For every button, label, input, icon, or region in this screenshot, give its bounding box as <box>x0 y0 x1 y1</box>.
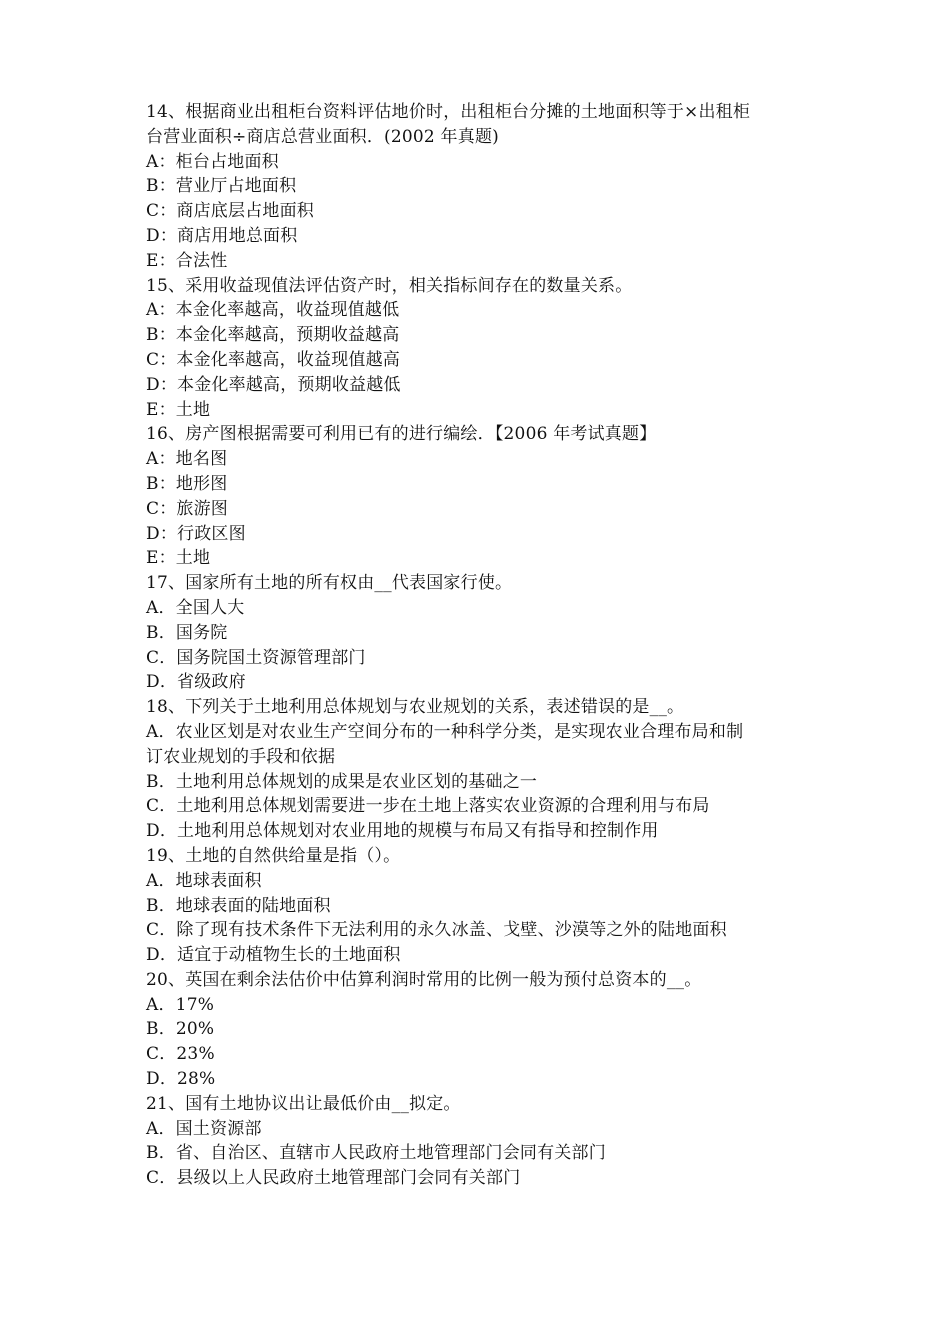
question-19-option-a: A．地球表面积 <box>146 870 262 891</box>
question-16-text: 16、房产图根据需要可利用已有的进行编绘．【2006 年考试真题】 <box>146 424 657 445</box>
question-17-option-d: D．省级政府 <box>146 672 246 693</box>
question-20-option-d: D．28% <box>146 1069 216 1090</box>
question-18-text: 18、下列关于土地利用总体规划与农业规划的关系，表述错误的是__。 <box>146 697 685 718</box>
question-21-option-b: B．省、自治区、直辖市人民政府土地管理部门会同有关部门 <box>146 1143 606 1164</box>
question-17-option-a: A．全国人大 <box>146 597 245 618</box>
question-20-option-b: B．20% <box>146 1019 215 1040</box>
question-16-option-d: D：行政区图 <box>146 523 246 544</box>
question-19-option-d: D．适宜于动植物生长的土地面积 <box>146 945 401 966</box>
question-16-option-e: E：土地 <box>146 548 211 569</box>
question-18-option-a-line-2: 订农业规划的手段和依据 <box>146 746 336 767</box>
question-14-text-line-2: 台营业面积÷商店总营业面积．(2002 年真题) <box>146 126 499 147</box>
question-15-option-d: D：本金化率越高，预期收益越低 <box>146 374 401 395</box>
question-18-option-d: D．土地利用总体规划对农业用地的规模与布局又有指导和控制作用 <box>146 821 659 842</box>
question-20-text: 20、英国在剩余法估价中估算利润时常用的比例一般为预付总资本的__。 <box>146 969 702 990</box>
question-15-option-c: C：本金化率越高，收益现值越高 <box>146 349 401 370</box>
question-19-text: 19、土地的自然供给量是指（）。 <box>146 845 401 866</box>
question-21-text: 21、国有土地协议出让最低价由__拟定。 <box>146 1093 461 1114</box>
question-19-option-b: B．地球表面的陆地面积 <box>146 895 331 916</box>
question-15-option-e: E：土地 <box>146 399 211 420</box>
question-14-option-e: E：合法性 <box>146 250 228 271</box>
question-18-option-c: C．土地利用总体规划需要进一步在土地上落实农业资源的合理利用与布局 <box>146 796 710 817</box>
question-18-option-b: B．土地利用总体规划的成果是农业区划的基础之一 <box>146 771 538 792</box>
question-14-option-c: C：商店底层占地面积 <box>146 201 315 222</box>
question-18-option-a-line-1: A．农业区划是对农业生产空间分布的一种科学分类，是实现农业合理布局和制 <box>146 721 744 742</box>
question-14-option-a: A：柜台占地面积 <box>146 151 279 172</box>
question-16-option-c: C：旅游图 <box>146 498 229 519</box>
question-21-option-a: A．国土资源部 <box>146 1118 262 1139</box>
question-17-option-b: B．国务院 <box>146 622 228 643</box>
question-19-option-c: C．除了现有技术条件下无法利用的永久冰盖、戈壁、沙漠等之外的陆地面积 <box>146 920 727 941</box>
question-17-option-c: C．国务院国土资源管理部门 <box>146 647 366 668</box>
question-15-option-b: B：本金化率越高，预期收益越高 <box>146 325 400 346</box>
document-page <box>146 100 826 1191</box>
question-17-text: 17、国家所有土地的所有权由__代表国家行使。 <box>146 573 513 594</box>
question-15-text: 15、采用收益现值法评估资产时，相关指标间存在的数量关系。 <box>146 275 633 296</box>
question-16-option-a: A：地名图 <box>146 449 228 470</box>
question-16-option-b: B：地形图 <box>146 473 228 494</box>
question-21-option-c: C．县级以上人民政府土地管理部门会同有关部门 <box>146 1168 521 1189</box>
question-14-text-line-1: 14、根据商业出租柜台资料评估地价时，出租柜台分摊的土地面积等于×出租柜 <box>146 102 751 122</box>
question-14-option-b: B：营业厅占地面积 <box>146 176 297 197</box>
question-20-option-a: A．17% <box>146 994 215 1015</box>
question-14-option-d: D：商店用地总面积 <box>146 225 298 246</box>
question-15-option-a: A：本金化率越高，收益现值越低 <box>146 300 400 321</box>
question-20-option-c: C．23% <box>146 1044 215 1065</box>
